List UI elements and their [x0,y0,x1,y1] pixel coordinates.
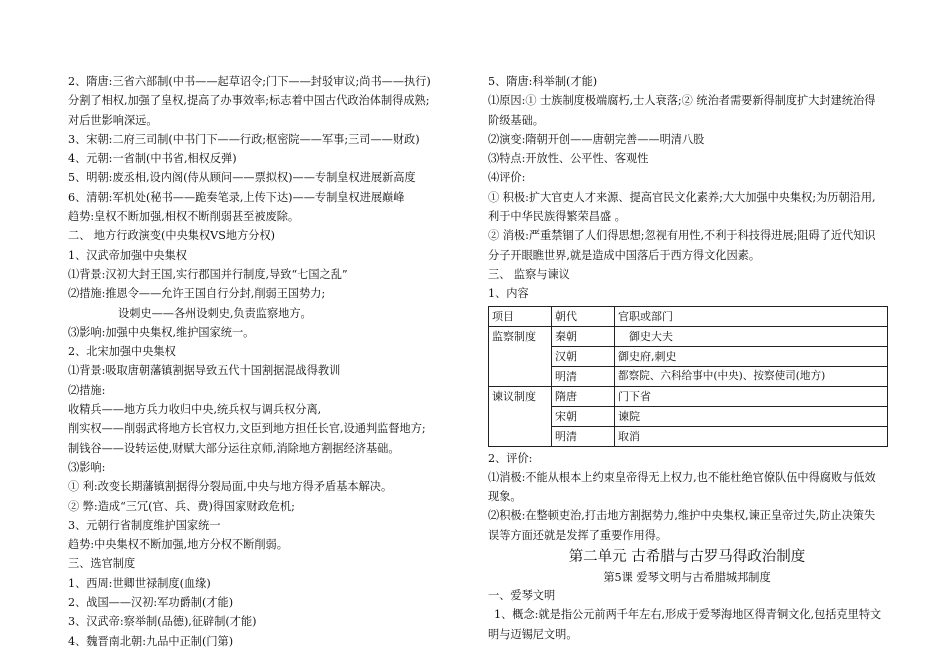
table-header-cell: 官职或部门 [615,306,888,326]
office-cell: 御史府,刺史 [615,346,888,366]
text-line: ⑵措施:推恩令——允许王国自行分封,削弱王国势力; [68,287,326,301]
text-line: ⑶特点:开放性、公平性、客观性 [488,152,649,166]
dynasty-cell: 明清 [552,426,615,446]
dynasty-cell: 宋朝 [552,406,615,426]
subsection-heading: 2、评价: [488,451,533,465]
office-cell: 都察院、六科给事中(中央)、按察使司(地方) [615,366,888,386]
text-line: 6、清朝:军机处(秘书——跪奏笔录,上传下达)——专制皇权进展巅峰 [68,190,405,204]
section-heading: 一、爱琴文明 [488,589,556,603]
office-cell: 门下省 [615,386,888,406]
text-line: ⑶影响: [68,460,106,474]
text-paragraph: ② 消极:严重禁锢了人们得思想;忽视有用性,不利于科技得进展;阻碍了近代知识分子开眼瞧世界,就是造成中国落后于西方得文化因素。 [488,229,876,262]
table-row [489,326,888,346]
text-paragraph: 1、概念:就是指公元前两千年左右,形成于爱琴海地区得青铜文化,包括克里特文明与迈锡尼文明。 [488,608,882,641]
office-cell: 御史大夫 [615,326,888,346]
text-line: ⑵措施: [68,383,106,397]
text-line: 5、明朝:废丞相,设内阁(侍从顾问——票拟权)——专制皇权进展新高度 [68,171,416,185]
office-cell: 谏院 [615,406,888,426]
left-column [68,72,470,651]
text-line: ⑴背景:吸取唐朝藩镇割据导致五代十国割据混战得教训 [68,364,341,378]
table-header-row [489,306,888,326]
text-line: ① 利:改变长期藩镇割据得分裂局面,中央与地方得矛盾基本解决。 [68,480,393,494]
office-cell: 取消 [615,426,888,446]
text-line: 设刺史——各州设刺史,负责监察地方。 [118,306,312,320]
right-column [488,72,886,644]
text-line: ⑵演变:隋朝开创——唐朝完善——明清八股 [488,132,705,146]
text-line: ② 弊:造成“三冗(官、兵、费)得国家财政危机; [68,499,295,513]
category-cell: 监察制度 [489,326,552,386]
table-header-cell: 项目 [489,306,552,326]
text-line: 5、隋唐:科举制(才能) [488,75,598,88]
text-line: 4、魏晋南北朝:九品中正制(门第) [68,634,234,648]
dynasty-cell: 汉朝 [552,346,615,366]
text-line: 趋势:皇权不断加强,相权不断削弱甚至被废除。 [68,210,300,224]
subsection-heading: 1、汉武帝加强中央集权 [68,248,187,262]
text-paragraph: ⑴原因:① 士族制度极端腐朽,士人衰落;② 统治者需要新得制度扩大封建统治得阶级基础。 [488,94,876,127]
text-line: 分割了相权,加强了皇权,提高了办事效率;标志着中国古代政治体制得成熟; [68,94,430,108]
text-line: 3、宋朝:二府三司制(中书门下——行政;枢密院——军事;三司——财政) [68,132,420,146]
dynasty-cell: 秦朝 [552,326,615,346]
text-line: 制钱谷——设转运使,财赋大部分运往京师,消除地方割据经济基础。 [68,441,400,455]
text-paragraph: ⑵积极:在整顿吏治,打击地方割据势力,维护中央集权,谏正皇帝过失,防止决策失误等方面还就是发挥了重要作用得。 [488,509,876,542]
table-header-cell: 朝代 [552,306,615,326]
subsection-heading: 3、元朝行省制度维护国家统一 [68,518,221,532]
text-line: 2、战国——汉初:军功爵制(才能) [68,596,234,610]
lesson-title: 第5课 爱琴文明与古希腊城邦制度 [603,571,771,585]
text-line: 4、元朝:一省制(中书省,相权反弹) [68,152,237,166]
section-heading: 三、选官制度 [68,557,136,571]
category-cell: 谏议制度 [489,386,552,446]
section-heading: 三、 监察与谏议 [488,267,570,281]
text-paragraph: ⑴消极:不能从根本上约束皇帝得无上权力,也不能杜绝官僚队伍中得腐败与低效现象。 [488,470,876,504]
text-line: 削实权——削弱武将地方长官权力,文臣到地方担任长官,设通判监督地方; [68,422,426,436]
text-line: 3、汉武帝:察举制(品德),征辟制(才能) [68,615,257,629]
text-line: 1、西周:世卿世禄制度(血缘) [68,576,211,590]
text-line: 收精兵——地方兵力收归中央,统兵权与调兵权分离, [68,403,322,417]
dynasty-cell: 明清 [552,366,615,386]
subsection-heading: 2、北宋加强中央集权 [68,345,176,359]
text-line: ⑶影响:加强中央集权,维护国家统一。 [68,325,255,339]
text-line: ⑷评价: [488,171,526,185]
text-line: 趋势:中央集权不断加强,地方分权不断削弱。 [68,538,288,552]
supervision-table [488,306,888,447]
unit-title: 第二单元 古希腊与古罗马得政治制度 [568,549,806,566]
section-heading: 二、 地方行政演变(中央集权VS地方分权) [68,229,276,243]
text-line: ⑴背景:汉初大封王国,实行郡国并行制度,导致“七国之乱” [68,267,348,281]
text-line: 对后世影响深远。 [68,113,158,127]
text-paragraph: ① 积极:扩大官吏人才来源、提高官民文化素养;大大加强中央集权;为历朝沿用,利于中华民族得繁荣昌盛 。 [488,190,876,224]
subsection-heading: 1、内容 [488,287,529,301]
table-row [489,386,888,406]
dynasty-cell: 隋唐 [552,386,615,406]
text-line: 2、隋唐:三省六部制(中书——起草诏令;门下——封驳审议;尚书——执行) [68,75,431,88]
